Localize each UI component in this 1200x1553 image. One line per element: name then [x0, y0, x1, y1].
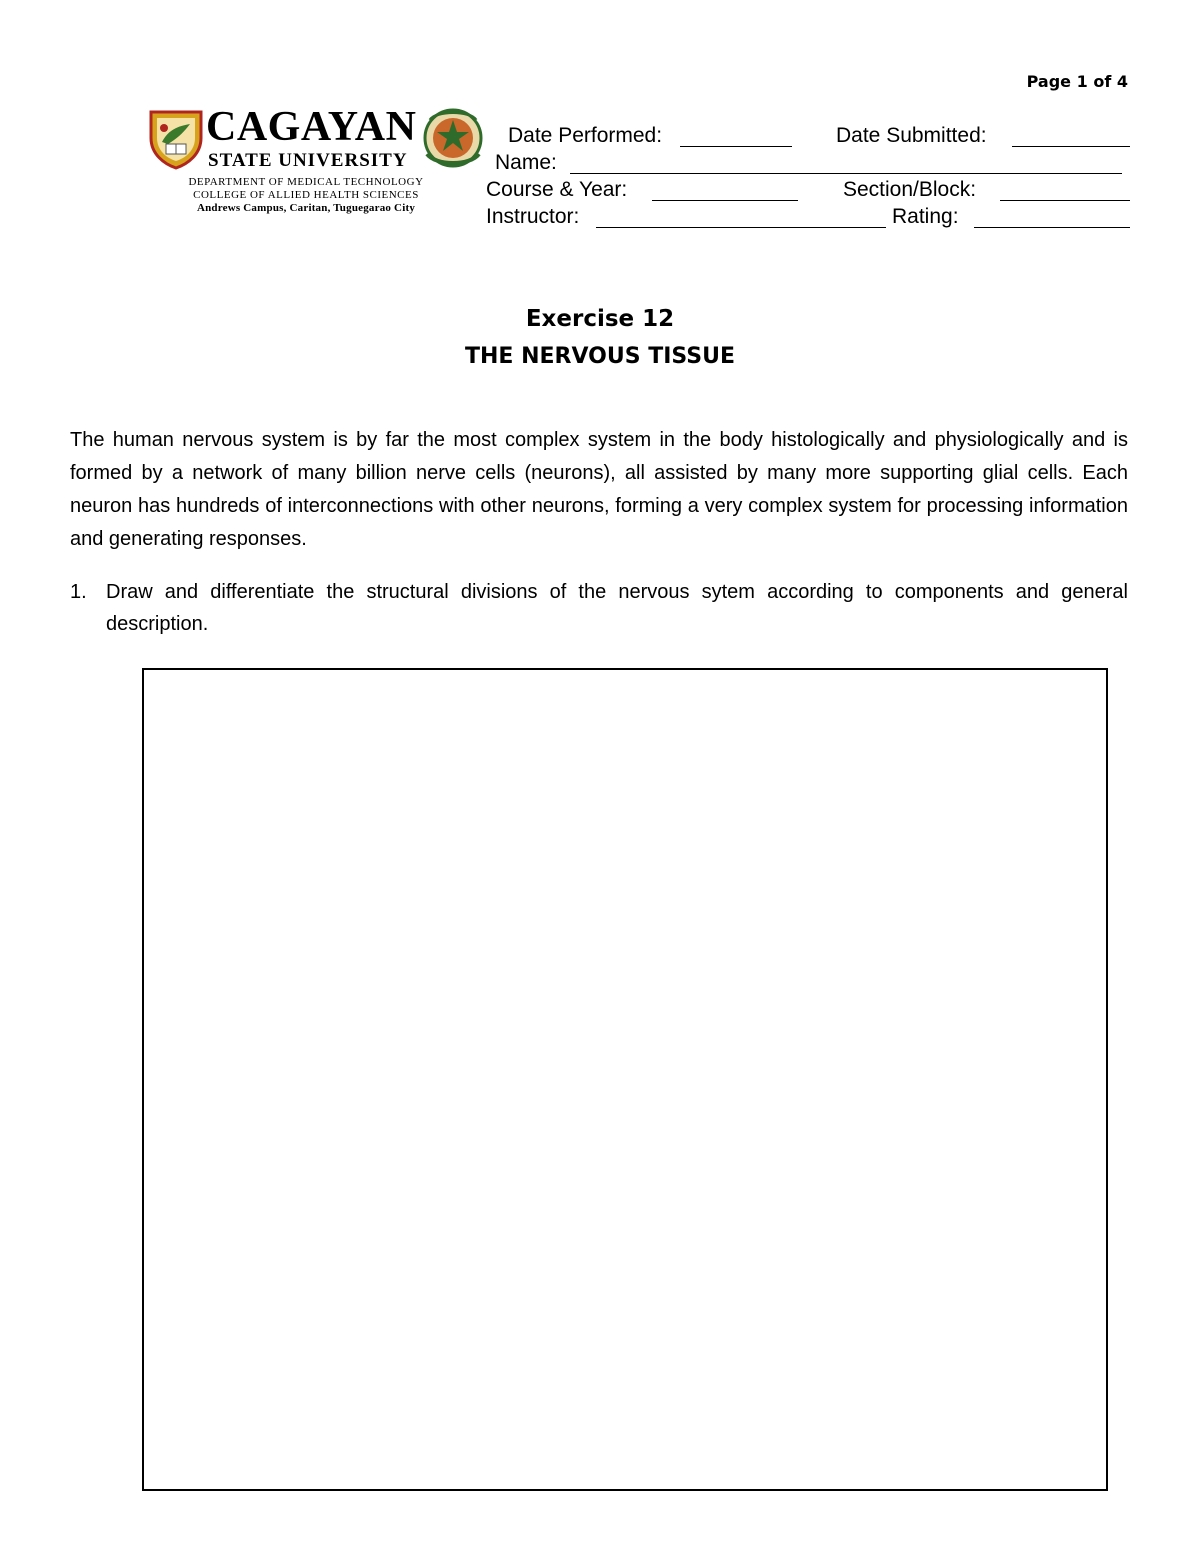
- course-year-field[interactable]: [652, 200, 798, 201]
- question-item: [70, 576, 1128, 640]
- section-block-field[interactable]: [1000, 200, 1130, 201]
- form-row-course: [486, 176, 1136, 203]
- date-submitted-label: Date Submitted:: [836, 124, 987, 147]
- date-performed-field[interactable]: [680, 146, 792, 147]
- exercise-title: THE NERVOUS TISSUE: [465, 344, 735, 369]
- rating-label: Rating:: [892, 205, 959, 228]
- page-number: [1027, 72, 1128, 91]
- question-number: 1.: [70, 581, 87, 603]
- department-name: DEPARTMENT OF MEDICAL TECHNOLOGY: [188, 176, 424, 188]
- drawing-answer-box[interactable]: [142, 668, 1108, 1491]
- instructor-field[interactable]: [596, 227, 886, 228]
- date-submitted-field[interactable]: [1012, 146, 1130, 147]
- department-info: [148, 176, 464, 215]
- page-current: 1: [1076, 72, 1088, 91]
- instructor-label: Instructor:: [486, 205, 580, 228]
- name-label: Name:: [495, 151, 557, 174]
- university-name: CAGAYAN: [206, 104, 417, 150]
- form-row-instructor: [486, 203, 1136, 230]
- page-of-label: of: [1093, 72, 1112, 91]
- student-info-form: [486, 122, 1136, 230]
- course-year-label: Course & Year:: [486, 178, 628, 201]
- form-row-dates: [486, 122, 1136, 149]
- date-performed-label: Date Performed:: [508, 124, 663, 147]
- campus-address: Andrews Campus, Caritan, Tuguegarao City: [196, 202, 416, 214]
- university-shield-icon: [148, 108, 204, 170]
- exercise-number: Exercise 12: [525, 306, 675, 332]
- section-block-label: Section/Block:: [843, 178, 977, 201]
- college-name: COLLEGE OF ALLIED HEALTH SCIENCES: [193, 189, 419, 201]
- question-text: Draw and differentiate the structural divisions of the nervous sytem according to components and general description.: [106, 581, 1128, 635]
- university-letterhead: [148, 106, 488, 226]
- page-label: Page: [1026, 72, 1072, 91]
- name-field[interactable]: [570, 173, 1122, 174]
- university-subtitle: STATE UNIVERSITY: [208, 150, 408, 171]
- intro-paragraph: The human nervous system is by far the most complex system in the body histologically and physiologically and is formed by a network of many billion nerve cells (neurons), all assisted by many more supporting glial cells. Each neuron has hundreds of interconnections with other neurons, forming a very complex system for processing information and generating responses.: [70, 429, 1128, 550]
- college-seal-icon: [422, 106, 484, 172]
- form-row-name: [486, 149, 1136, 176]
- rating-field[interactable]: [974, 227, 1130, 228]
- page-total: 4: [1116, 72, 1128, 91]
